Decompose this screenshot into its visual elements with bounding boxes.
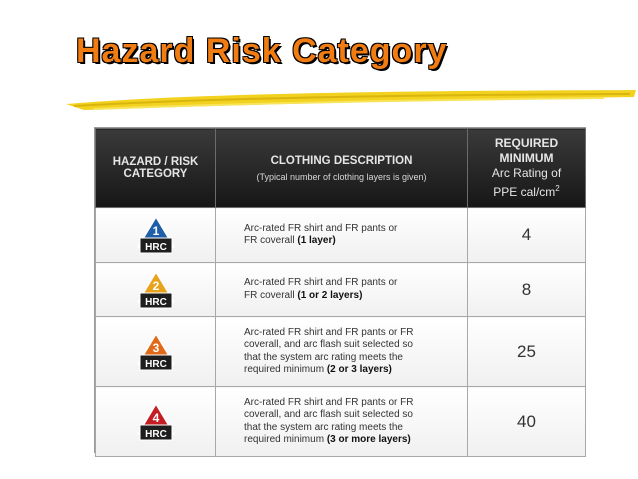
table-row: [96, 317, 586, 387]
hrc-badge-icon: [137, 403, 175, 441]
hrc-badge-label: HRC: [144, 296, 167, 308]
table-row: [96, 387, 586, 457]
hrc-badge-label: HRC: [144, 428, 167, 440]
hrc-badge-icon: [137, 271, 175, 309]
hrc-table: [95, 128, 586, 457]
header-req-sup: 2: [555, 184, 560, 193]
table-row: [96, 208, 586, 263]
layers-note: (2 or 3 layers): [326, 364, 392, 375]
description-line: Arc-rated FR shirt and FR pants or: [244, 222, 398, 234]
description-line: required minimum: [244, 434, 327, 445]
brush-underline: [64, 88, 638, 114]
hrc-table-frame: [94, 127, 586, 453]
hrc-badge-number: 1: [152, 224, 159, 238]
header-category: [96, 129, 216, 208]
header-req-line1: REQUIRED: [494, 136, 559, 150]
header-req-line3: Arc Rating of: [491, 166, 562, 180]
header-description-title: CLOTHING DESCRIPTION: [270, 154, 413, 167]
minimum-arc-rating: 4: [468, 208, 586, 263]
header-category-line2: CATEGORY: [123, 168, 188, 180]
layers-note: (1 layer): [297, 235, 336, 246]
clothing-description: [216, 263, 468, 317]
description-line: Arc-rated FR shirt and FR pants or FR: [244, 326, 414, 338]
slide-title: Hazard Risk Category: [76, 32, 448, 70]
hrc-badge-cell: [96, 263, 216, 317]
hrc-badge-cell: [96, 208, 216, 263]
description-line: coverall, and arc flash suit selected so: [244, 339, 413, 350]
hrc-badge-number: 2: [152, 278, 159, 293]
minimum-arc-rating: 8: [468, 263, 586, 317]
hrc-badge-icon: [137, 333, 175, 371]
hrc-badge-icon: [137, 216, 175, 254]
header-description: [216, 129, 468, 208]
clothing-description: [216, 387, 468, 457]
header-category-line1: HAZARD / RISK: [112, 156, 199, 168]
header-req-line4: PPE cal/cm: [493, 185, 556, 199]
clothing-description: [216, 317, 468, 387]
description-line: Arc-rated FR shirt and FR pants or FR: [244, 396, 414, 408]
description-line: that the system arc rating meets the: [244, 421, 403, 433]
minimum-arc-rating: 25: [468, 317, 586, 387]
description-line: Arc-rated FR shirt and FR pants or: [244, 277, 398, 288]
layers-note: (1 or 2 layers): [297, 289, 363, 301]
hrc-badge-cell: [96, 317, 216, 387]
header-required-minimum: [468, 129, 586, 208]
hrc-badge-label: HRC: [144, 358, 167, 370]
table-header-row: [96, 129, 586, 208]
hrc-badge-cell: [96, 387, 216, 457]
description-line: FR coverall: [244, 235, 298, 246]
header-req-line2: MINIMUM: [499, 151, 554, 165]
description-line: that the system arc rating meets the: [244, 351, 403, 363]
hrc-badge-number: 4: [152, 410, 159, 425]
hrc-badge-label: HRC: [144, 242, 167, 253]
layers-note: (3 or more layers): [326, 434, 411, 445]
clothing-description: [216, 208, 468, 263]
description-line: FR coverall: [244, 289, 298, 301]
hrc-badge-number: 3: [152, 340, 159, 355]
header-description-sub: (Typical number of clothing layers is given): [256, 171, 427, 182]
description-line: required minimum: [244, 364, 327, 375]
table-row: [96, 263, 586, 317]
minimum-arc-rating: 40: [468, 387, 586, 457]
description-line: coverall, and arc flash suit selected so: [244, 409, 413, 420]
